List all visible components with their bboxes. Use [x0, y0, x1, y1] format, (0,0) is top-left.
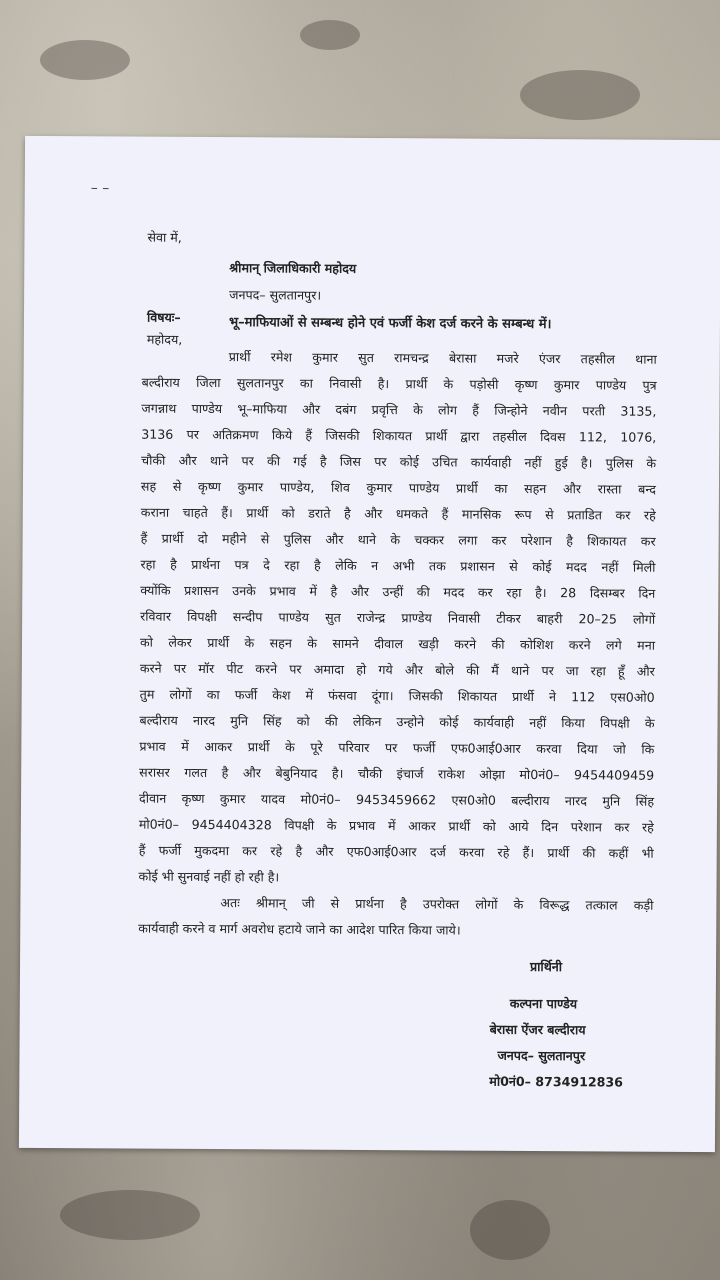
body-line: बल्दीराय जिला सुलतानपुर का निवासी है। प्रार्थी के पड़ोसी कृष्ण कुमार पाण्डेय पुत्र [141, 374, 657, 393]
body-line: कोई भी सुनवाई नहीं हो रही है। [138, 868, 280, 885]
body-line: करने पर मॉर पीट करने पर अमादा हो गये और बोले की मैं थाने पर जा रहा हूँ और [139, 660, 655, 679]
body-line: जगन्नाथ पाण्डेय भू–माफिया और दबंग प्रवृत्ति के लोग हैं जिन्होने नवीन परती 3135, [141, 400, 657, 419]
body-line: प्रार्थी रमेश कुमार सुत रामचन्द्र बेरासा मजरे एंजर तहसील थाना [228, 349, 657, 367]
salutation-to: सेवा में, [147, 229, 182, 245]
signoff: प्रार्थिनी [529, 958, 563, 975]
body-line: मो0नं0– 9454404328 विपक्षी के प्रभाव में आकर प्रार्थी को आये दिन परेशान कर रहे [138, 816, 654, 835]
body-line: हैं प्रार्थी दो महीने से पुलिस और थाने के चक्कर लगा कर परेशान है शिकायत कर [140, 530, 656, 549]
body-line: रहा है प्रार्थना पत्र दे रहा है लेकि न अभी तक प्रशासन से कोई मदद नहीं मिली [140, 556, 656, 575]
body-line: सरासर गलत है और बेबुनियाद है। चौकी इंचार्ज राकेश ओझा मो0नं0– 9454409459 [139, 764, 655, 783]
body-line: कराना चाहते हैं। प्रार्थी को डराते है और धमकते हैं मानसिक रूप से प्रताडित कर रहे [140, 504, 656, 523]
greeting: महोदय, [146, 331, 183, 347]
body-line: को लेकर प्रार्थी के सहन के सामने दीवाल खड़ी करने की कोशिश करने लगे मना [139, 634, 656, 653]
body-line: क्योंकि प्रशासन उनके प्रभाव में है और उन्हीं की मदद कर रहा है। 28 दिसम्बर दिन [140, 582, 656, 601]
sender-district: जनपद– सुलतानपुर [497, 1047, 586, 1064]
subject-text: भू–माफियाओं से सम्बन्ध होने एवं फर्जी केश दर्ज करने के सम्बन्ध में। [228, 315, 552, 333]
sender-address: बेरासा ऐंजर बल्दीराय [489, 1021, 586, 1038]
ink-mark: – – [90, 180, 110, 197]
body-line: कार्यवाही करने व मार्ग अवरोध हटाये जाने का आदेश पारित किया जाये। [138, 920, 461, 938]
body-line: सह से कृष्ण कुमार पाण्डेय, शिव कुमार पाण्डेय प्रार्थी का सहन और रास्ता बन्द [140, 478, 656, 497]
body-line: प्रभाव में आकर प्रार्थी के पूरे परिवार पर फर्जी एफ0आई0आर करवा दिया जो कि [139, 738, 655, 757]
sender-phone: मो0नं0– 8734912836 [489, 1073, 623, 1090]
body-line: रविवार विपक्षी सन्दीप पाण्डेय सुत राजेन्द्र प्राण्डेय निवासी टीकर बाहरी 20–25 लोगों [140, 608, 656, 627]
body-line: तुम लोगों का फर्जी केश में फंसवा दूंगा। जिसकी शिकायत प्रार्थी ने 112 एस0ओ0 [139, 686, 655, 705]
body-line: हैं फर्जी मुकदमा कर रहे है और एफ0आई0आर दर्ज करवा रहे हैं। प्रार्थी की कहीं भी [138, 842, 654, 861]
body-line: दीवान कृष्ण कुमार यादव मो0नं0– 9453459662 एस0ओ0 बल्दीराय नारद मुनि सिंह [139, 790, 655, 809]
letter-paper [19, 136, 720, 1152]
sender-name: कल्पना पाण्डेय [509, 995, 578, 1012]
body-line: अतः श्रीमान् जी से प्रार्थना है उपरोक्त लोगों के विरूद्ध तत्काल कड़ी [220, 895, 654, 913]
body-line: चौकी और थाने पर की गई है जिस पर कोई उचित कार्यवाही नहीं हुई है। पुलिस के [141, 452, 657, 471]
district-line: जनपद– सुलतानपुर। [229, 287, 322, 303]
addressee: श्रीमान् जिलाधिकारी महोदय [229, 260, 357, 276]
body-line: 3136 पर अतिक्रमण किये हैं जिसकी शिकायत प्रार्थी द्वारा तहसील दिवस 112, 1076, [141, 426, 657, 445]
subject-label: विषयः– [146, 309, 181, 325]
body-line: बल्दीराय नारद मुनि सिंह को की लेकिन उन्होने कोई कार्यवाही नहीं किया विपक्षी के [139, 712, 655, 731]
